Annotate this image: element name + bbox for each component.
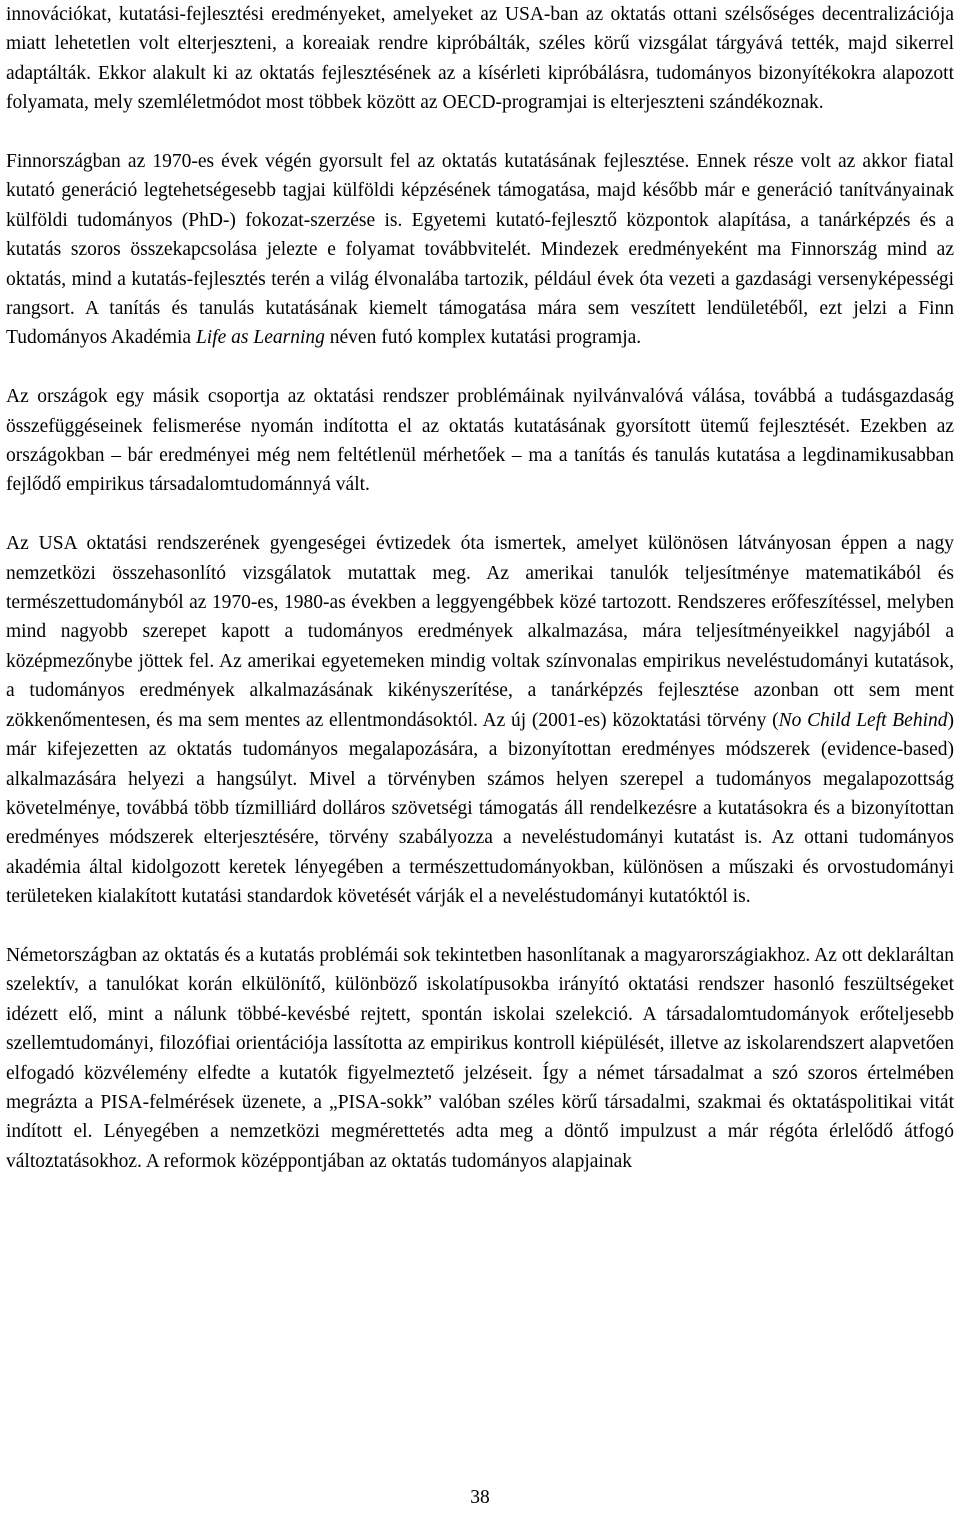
paragraph-text: Németországban az oktatás és a kutatás problémái sok tekintetben hasonlítanak a magyarországiakhoz. Az ott deklaráltan szelektív, a tanulókat korán elkülönítő, különböző iskolatípusokba irányító oktatási rendszer hasonló feszültségeket idézett elő, mint a nálunk többé-kevésbé rejtett, spontán iskolai szelekció. A társadalomtudományok erőteljesebb szellemtudományi, filozófiai orientációja lassította az empirikus kontroll kiépülését, illetve az iskolarendszert alapvetően elfogadó közvélemény elfedte a kutatók figyelmeztető jelzéseit. Így a német társadalmat a szó szoros értelmében megrázta a PISA-felmérések üzenete, a „PISA-sokk” valóban széles körű társadalmi, szakmai és oktatáspolitikai vitát indított el. Lényegében a nemzetközi megmérettetés adta meg a döntő impulzust a már régóta érlelődő átfogó változtatásokhoz. A reformok középpontjában az oktatás tudományos alapjainak bbox=[6, 944, 954, 1172]
document-page bbox=[6, 0, 954, 1176]
paragraph-text: Finnországban az 1970-es évek végén gyorsult fel az oktatás kutatásának fejlesztése. Ennek része volt az akkor fiatal kutató generáció legtehetségesebb tagjai külföldi képzésének támogatása, majd később már e generáció tanítványainak külföldi tudományos (PhD-) fokozat-szerzése is. Egyetemi kutató-fejlesztő központok alapítása, a tanárképzés és a kutatás szoros összekapcsolása jelezte e folyamat továbbvitelét. Mindezek eredményeként ma Finnország mind az oktatás, mind a kutatás-fejlesztés terén a világ élvonalába tartozik, például évek óta vezeti a gazdasági versenyképességi rangsort. A tanítás és tanulás kutatásának kiemelt támogatása mára sem veszített lendületéből, ezt jelzi a Finn Tudományos Akadémia bbox=[6, 151, 954, 349]
page-number: 38 bbox=[470, 1487, 490, 1508]
paragraph-text: néven futó komplex kutatási programja. bbox=[324, 327, 642, 349]
paragraph-text: innovációkat, kutatási-fejlesztési eredményeket, amelyeket az USA-ban az oktatás ottani szélsőséges decentralizációja miatt lehetetlen volt elterjeszteni, a koreaiak rendre kipróbálták, széles körű vizsgálat tárgyává tették, majd sikerrel adaptálták. Ekkor alakult ki az oktatás fejlesztésének az a kísérleti kipróbálásra, tudományos bizonyítékokra alapozott folyamata, mely szemléletmódot most többek között az OECD-programjai is elterjeszteni szándékoznak. bbox=[6, 4, 954, 114]
paragraph-korea-oecd bbox=[6, 0, 954, 118]
program-title-italic: Life as Learning bbox=[195, 327, 325, 349]
paragraph-other-countries bbox=[6, 382, 954, 500]
law-title-italic: No Child Left Behind bbox=[778, 709, 948, 731]
paragraph-germany bbox=[6, 941, 954, 1176]
paragraph-finland bbox=[6, 147, 954, 353]
paragraph-usa bbox=[6, 529, 954, 911]
paragraph-text: Az USA oktatási rendszerének gyengeségei évtizedek óta ismertek, amelyet különösen látványosan éppen a nagy nemzetközi összehasonlító vizsgálatok mutattak meg. Az amerikai tanulók teljesítménye matematikából és természettudományból az 1970-es, 1980-as években a leggyengébbek közé tartozott. Rendszeres erőfeszítéssel, melyben mind nagyobb szerepet kapott a tudományos eredmények alkalmazása, mára teljesítményeikkel nagyjából a középmezőnybe jöttek fel. Az amerikai egyetemeken mindig voltak színvonalas empirikus neveléstudományi kutatások, a tudományos eredmények alkalmazásának kikényszerítése, a tanárképzés fejlesztése azonban ott sem ment zökkenőmentesen, és ma sem mentes az ellentmondásoktól. Az új (2001-es) közoktatási törvény ( bbox=[6, 533, 954, 731]
paragraph-text: Az országok egy másik csoportja az oktatási rendszer problémáinak nyilvánvalóvá válása, továbbá a tudásgazdaság összefüggéseinek felismerése nyomán indította el az oktatás kutatásának gyorsított ütemű fejlesztését. Ezekben az országokban – bár eredményei még nem feltétlenül mérhetőek – ma a tanítás és tanulás kutatása a legdinamikusabban fejlődő empirikus társadalomtudománnyá vált. bbox=[6, 386, 954, 496]
paragraph-text: ) már kifejezetten az oktatás tudományos megalapozására, a bizonyítottan eredményes módszerek (evidence-based) alkalmazására helyezi a hangsúlyt. Mivel a törvényben számos helyen szerepel a tudományos megalapozottság követelménye, továbbá több tízmilliárd dolláros szövetségi támogatás áll rendelkezésre a kutatásokra és a bizonyítottan eredményes módszerek elterjesztésére, törvény szabályozza a neveléstudományi kutatást is. Az ottani tudományos akadémia által kidolgozott keretek lényegében a természettudományokban, különösen a műszaki és orvostudományi területeken kialakított kutatási standardok követését várják el a neveléstudományi kutatóktól is. bbox=[6, 709, 954, 908]
